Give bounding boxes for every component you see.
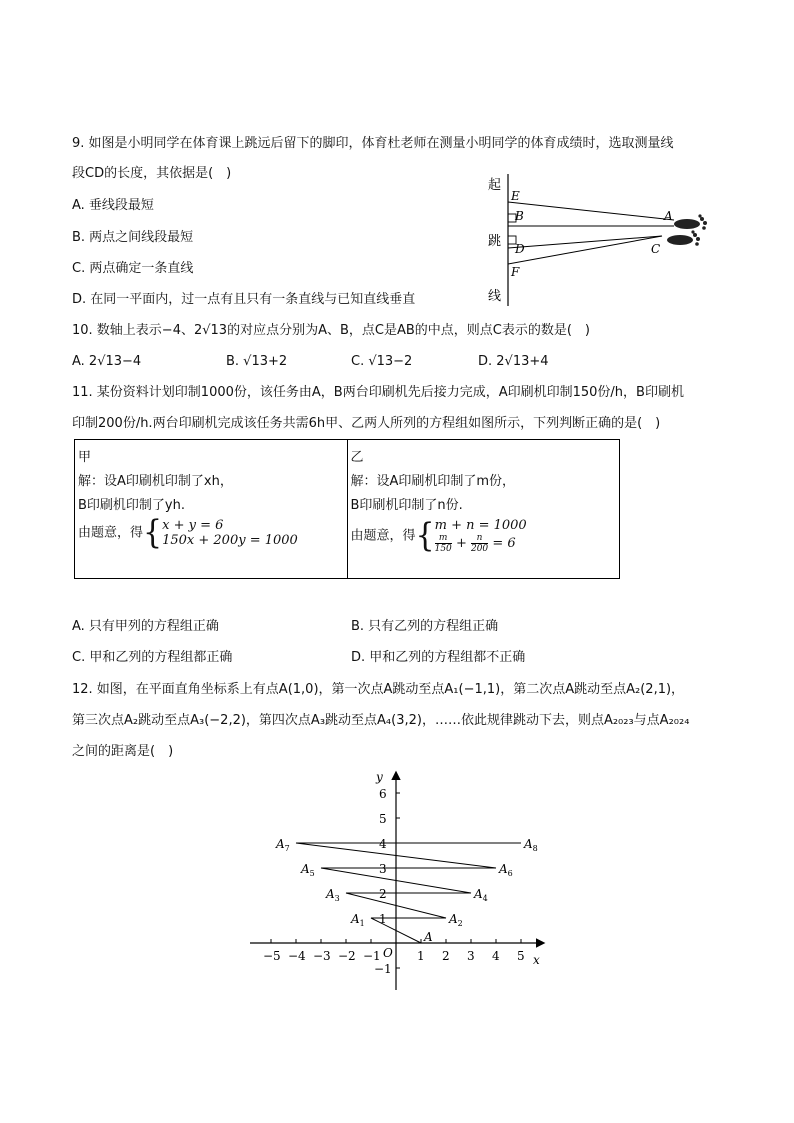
footprint-icon-upper: [674, 214, 707, 229]
q9-option-c[interactable]: C. 两点确定一条直线: [72, 261, 194, 276]
brace-icon: {: [143, 513, 163, 552]
yi-cell: [347, 440, 620, 579]
x-tick-label: 3: [467, 949, 475, 963]
point-label-a6: $A_6$: [499, 862, 513, 878]
yi-plus: +: [455, 536, 467, 551]
q12-stem-line1: 12. 如图，在平面直角坐标系上有点A(1,0)，第一次点A跳动至点A₁(−1,1)，第二次点A跳动至点A₂(2,1)，: [72, 682, 685, 697]
q9-option-b[interactable]: B. 两点之间线段最短: [72, 230, 194, 245]
q12-stem-line2: 第三次点A₂跳动至点A₃(−2,2)，第四次点A₃跳动至点A₄(3,2)，……依此规律跳动下去，则点A₂₀₂₃与点A₂₀₂₄: [72, 713, 690, 728]
y-tick-label: −1: [374, 962, 392, 976]
x-axis-label: x: [533, 953, 540, 967]
x-tick-label: −1: [363, 949, 381, 963]
x-tick-label: −4: [288, 949, 306, 963]
fig-label-c: C: [651, 242, 661, 256]
jia-head: 甲: [78, 450, 92, 465]
yi-line2: B印刷机印制了n份.: [350, 498, 463, 513]
fig-char-tiao: 跳: [488, 234, 502, 249]
point-label-a8: $A_8$: [524, 837, 538, 853]
point-label-a2: $A_2$: [449, 912, 463, 928]
fig-label-d: D: [515, 242, 525, 256]
jia-eq2: 150x + 200y = 1000: [162, 533, 298, 548]
jia-line1: 解：设A印刷机印制了xh，: [78, 474, 233, 489]
point-label-a4: $A_4$: [474, 887, 488, 903]
yi-frac1-den: 150: [434, 544, 452, 554]
yi-head: 乙: [350, 450, 364, 465]
fig-label-e: E: [511, 189, 520, 203]
x-tick-label: 4: [492, 949, 500, 963]
point-label-a: A: [424, 930, 433, 944]
jia-system: [78, 513, 345, 552]
y-axis-label: y: [376, 770, 383, 784]
q9-jump-figure: [484, 170, 714, 310]
yi-system: [351, 518, 618, 554]
q10-option-b[interactable]: B. √13+2: [226, 354, 288, 369]
q12-coordinate-plane: [240, 765, 560, 995]
y-tick-label: 2: [379, 887, 387, 901]
point-label-a5: $A_5$: [301, 862, 315, 878]
fig-label-f: F: [511, 265, 520, 279]
footprint-icon-lower: [667, 230, 700, 245]
q10-stem: 10. 数轴上表示−4、2√13的对应点分别为A、B，点C是AB的中点，则点C表示的数是( ): [72, 323, 590, 338]
q9-stem-line1: 9. 如图是小明同学在体育课上跳远后留下的脚印，体育杜老师在测量小明同学的体育成绩时，选取测量线: [72, 136, 674, 151]
q11-option-b[interactable]: B. 只有乙列的方程组正确: [351, 619, 499, 634]
fig-label-a: A: [664, 209, 673, 223]
y-tick-label: 1: [379, 912, 387, 926]
q11-option-d[interactable]: D. 甲和乙列的方程组都不正确: [351, 650, 526, 665]
fig-char-xian: 线: [488, 289, 502, 304]
fig-char-qi: 起: [488, 178, 502, 193]
x-tick-label: 5: [517, 949, 525, 963]
y-tick-label: 5: [379, 812, 387, 826]
x-tick-label: −2: [338, 949, 356, 963]
x-tick-label: 2: [442, 949, 450, 963]
fig-label-b: B: [515, 209, 524, 223]
q10-option-d[interactable]: D. 2√13+4: [478, 354, 549, 369]
q9-option-d[interactable]: D. 在同一平面内，过一点有且只有一条直线与已知直线垂直: [72, 292, 416, 307]
q11-option-a[interactable]: A. 只有甲列的方程组正确: [72, 619, 219, 634]
point-label-a3: $A_3$: [326, 887, 340, 903]
brace-icon: {: [415, 516, 435, 555]
point-label-a7: $A_7$: [276, 837, 290, 853]
q11-option-c[interactable]: C. 甲和乙列的方程组都正确: [72, 650, 233, 665]
yi-frac2-num: n: [471, 533, 488, 544]
jia-cell: [75, 440, 348, 579]
yi-line1: 解：设A印刷机印制了m份，: [350, 474, 516, 489]
jia-prefix: 由题意，得: [78, 525, 144, 541]
q9-option-a[interactable]: A. 垂线段最短: [72, 198, 154, 213]
q10-option-a[interactable]: A. 2√13−4: [72, 354, 142, 369]
point-label-a1: $A_1$: [351, 912, 365, 928]
y-tick-label: 3: [379, 862, 387, 876]
jia-eq1: x + y = 6: [162, 518, 224, 533]
q9-stem-line2: 段CD的长度，其依据是( ): [72, 166, 232, 181]
jia-line2: B印刷机印制了yh.: [78, 498, 185, 513]
x-tick-label: 1: [417, 949, 425, 963]
x-tick-label: −3: [313, 949, 331, 963]
yi-frac2-den: 200: [470, 544, 489, 554]
yi-rhs: = 6: [492, 536, 516, 551]
q11-solutions-table: [74, 439, 620, 579]
y-tick-label: 4: [379, 837, 387, 851]
origin-label: O: [383, 946, 393, 960]
yi-eq1: m + n = 1000: [434, 518, 527, 533]
x-tick-label: −5: [263, 949, 281, 963]
q11-stem-line1: 11. 某份资料计划印制1000份，该任务由A，B两台印刷机先后接力完成，A印刷机印制150份/h，B印刷机: [72, 385, 684, 400]
q11-stem-line2: 印制200份/h.两台印刷机完成该任务共需6h甲、乙两人所列的方程组如图所示，下列判断正确的是( ): [72, 416, 661, 431]
q12-stem-line3: 之间的距离是( ): [72, 744, 174, 759]
y-tick-label: 6: [379, 787, 387, 801]
yi-prefix: 由题意，得: [350, 528, 416, 544]
q10-option-c[interactable]: C. √13−2: [351, 354, 413, 369]
yi-frac1-num: m: [435, 533, 452, 544]
